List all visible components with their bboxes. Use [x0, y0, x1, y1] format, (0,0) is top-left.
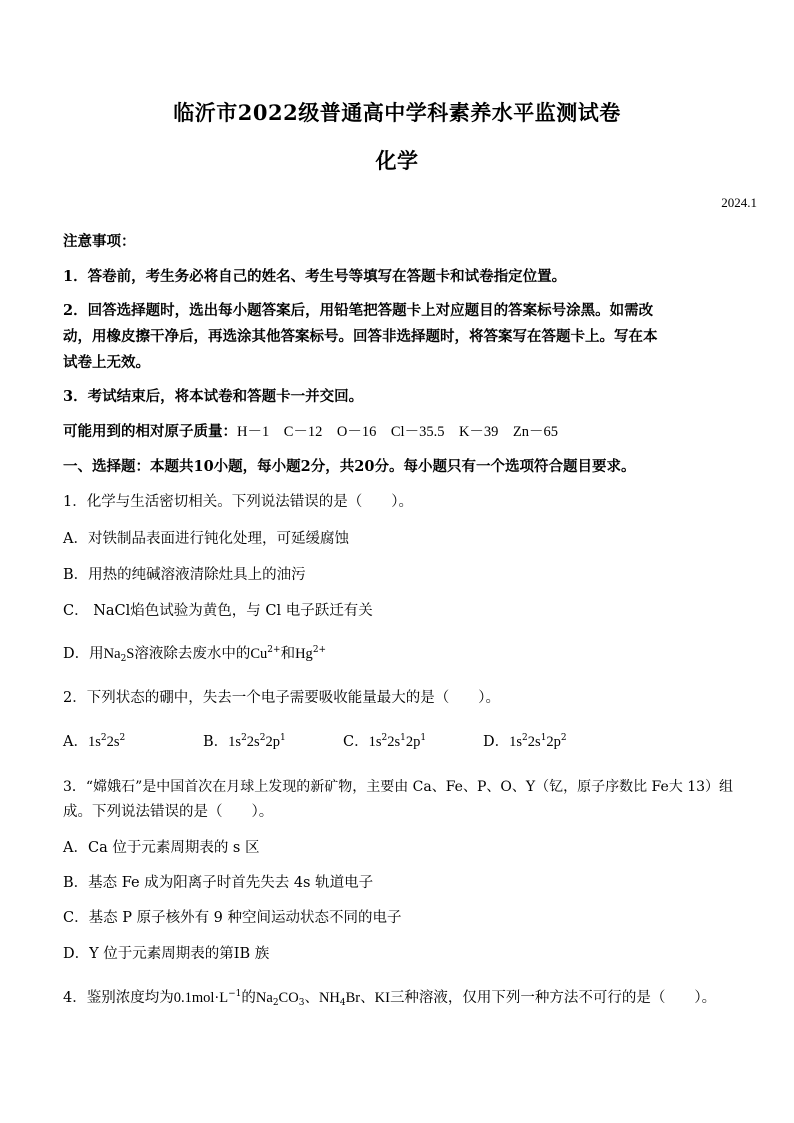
q1-stem: 1．化学与生活密切相关。下列说法错误的是（ ）。 [63, 494, 413, 510]
section-1-heading: 一、选择题：本题共10小题，每小题2分，共20分。每小题只有一个选项符合题目要求。 [63, 458, 636, 475]
q2-option-c: C．$1s^22s^12p^1$ [343, 733, 427, 750]
notice-item-2-line-1: 2．回答选择题时，选出每小题答案后，用铅笔把答题卡上对应题目的答案标号涂黑。如需改 [63, 302, 654, 319]
q2-option-b: B．$1s^22s^22p^1$ [203, 733, 286, 750]
q2-option-a: A．$1s^22s^2$ [63, 733, 126, 750]
atomic-mass-line [63, 422, 733, 442]
q3-stem-line-2: 成。下列说法错误的是（ ）。 [63, 804, 274, 820]
exam-date: 2024.1 [721, 195, 757, 210]
q3-option-d: D．Y 位于元素周期表的第ⅠB 族 [63, 946, 270, 962]
notice-item-1: 1．答卷前，考生务必将自己的姓名、考生号等填写在答题卡和试卷指定位置。 [63, 268, 567, 285]
exam-title: 临沂市2022级普通高中学科素养水平监测试卷 [173, 100, 621, 125]
atomic-mass-values: H－1 C－12 O－16 Cl－35.5 K－39 Zn－65 [237, 424, 559, 440]
notice-heading: 注意事项： [63, 233, 136, 250]
q2-option-d: D．$1s^22s^12p^2$ [483, 733, 567, 750]
notice-item-2-line-3: 试卷上无效。 [63, 354, 150, 371]
q1-option-d: D．用$Na_2S$溶液除去废水中的$Cu^{2+}$和$Hg^{2+}$ [63, 645, 327, 664]
q3-option-c: C．基态 P 原子核外有 9 种空间运动状态不同的电子 [63, 910, 402, 926]
q1-option-c: C． NaCl焰色试验为黄色，与 Cl 电子跃迁有关 [63, 603, 373, 619]
atomic-mass-label: 可能用到的相对原子质量： [63, 423, 237, 440]
q3-stem-line-1: 3．“嫦娥石”是中国首次在月球上发现的新矿物，主要由 Ca、Fe、P、O、Y（钇，原子序数比 Fe大 13）组 [63, 779, 734, 795]
q2-stem: 2．下列状态的硼中，失去一个电子需要吸收能量最大的是（ ）。 [63, 690, 500, 706]
q3-option-b: B．基态 Fe 成为阳离子时首先失去 4s 轨道电子 [63, 875, 374, 891]
q1-option-a: A．对铁制品表面进行钝化处理，可延缓腐蚀 [63, 531, 349, 547]
subject-title: 化学 [375, 148, 419, 173]
q1-option-b: B．用热的纯碱溶液清除灶具上的油污 [63, 567, 306, 583]
notice-item-3: 3．考试结束后，将本试卷和答题卡一并交回。 [63, 388, 364, 405]
q4-stem: 4．鉴别浓度均为$0.1mol\cdot L^{-1}$的$Na_2CO_3$、$NH_4Br$、KI三种溶液，仅用下列一种方法不可行的是（ ）。 [63, 989, 717, 1008]
q3-option-a: A．Ca 位于元素周期表的 s 区 [63, 840, 260, 856]
notice-item-2-line-2: 动，用橡皮擦干净后，再选涂其他答案标号。回答非选择题时，将答案写在答题卡上。写在本 [63, 328, 658, 345]
